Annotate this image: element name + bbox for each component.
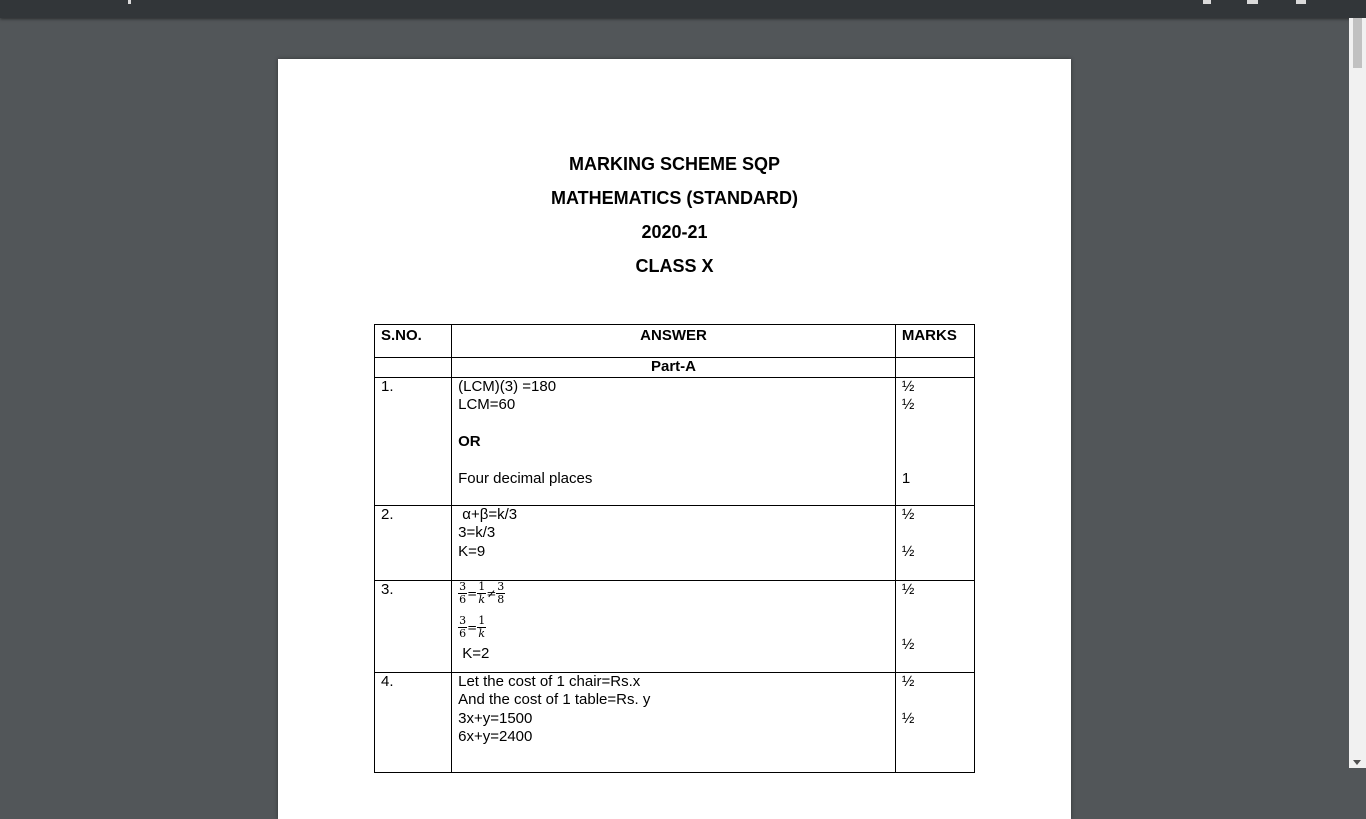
row-answer: α+β=k/3 3=k/3 K=9: [452, 505, 896, 580]
row-sno: 3.: [375, 580, 452, 672]
doc-class: CLASS X: [635, 256, 714, 276]
table-row: [375, 505, 975, 580]
scrollbar-thumb[interactable]: [1353, 18, 1362, 68]
header-answer: ANSWER: [452, 325, 896, 358]
section-label: Part-A: [452, 358, 896, 378]
rotate-icon[interactable]: [1203, 0, 1211, 4]
menu-icon[interactable]: [128, 0, 131, 4]
download-icon[interactable]: [1247, 0, 1258, 4]
row-marks: ½ ½ 1: [895, 377, 974, 505]
doc-year: 2020-21: [641, 222, 708, 242]
pdf-page: [278, 59, 1071, 819]
row-sno: 4.: [375, 672, 452, 772]
table-row: [375, 377, 975, 505]
vertical-scrollbar[interactable]: [1349, 18, 1366, 768]
viewer-toolbar: [0, 0, 1366, 18]
row-marks: ½ ½: [895, 672, 974, 772]
row-answer: $\frac{3}{6}$ = $\frac{1}{k}$ ≠ $\frac{3}{8}$ $\frac{3}{6}$ = $\frac{1}{k}$ K=2: [452, 580, 896, 672]
fraction-equation-1: $\frac{3}{6}$ = $\frac{1}{k}$ ≠ $\frac{3}{8}$: [459, 579, 505, 606]
marking-table: [374, 324, 975, 773]
table-row: [375, 580, 975, 672]
header-sno: S.NO.: [375, 325, 452, 358]
table-row: [375, 672, 975, 772]
row-sno: 1.: [375, 377, 452, 505]
scroll-down-arrow-icon[interactable]: [1353, 760, 1361, 765]
table-header-row: [375, 325, 975, 358]
row-marks: ½ ½: [895, 580, 974, 672]
print-icon[interactable]: [1296, 0, 1306, 4]
section-row: [375, 358, 975, 378]
header-marks: MARKS: [895, 325, 974, 358]
row-marks: ½ ½: [895, 505, 974, 580]
row-answer: (LCM)(3) =180 LCM=60 OR Four decimal places: [452, 377, 896, 505]
row-sno: 2.: [375, 505, 452, 580]
row-answer: Let the cost of 1 chair=Rs.x And the cost of 1 table=Rs. y 3x+y=1500 6x+y=2400: [452, 672, 896, 772]
doc-title: MARKING SCHEME SQP: [568, 154, 781, 174]
fraction-equation-2: $\frac{3}{6}$ = $\frac{1}{k}$: [459, 613, 486, 640]
doc-subject: MATHEMATICS (STANDARD): [551, 188, 798, 208]
